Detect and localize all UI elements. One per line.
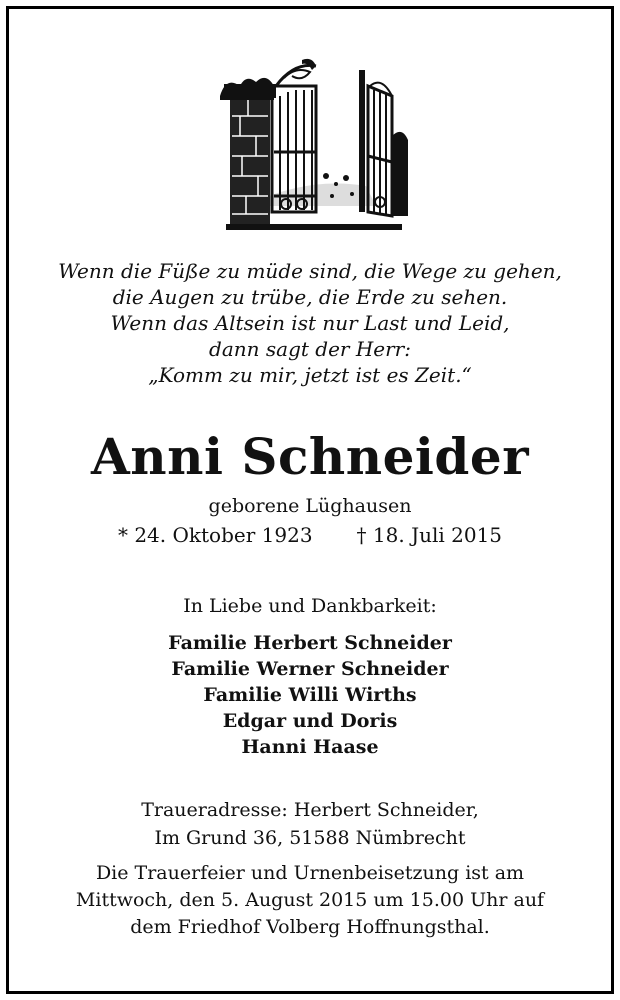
life-dates	[10, 522, 610, 548]
mourner-name: Familie Herbert Schneider	[168, 632, 452, 654]
poem-line: „Komm zu mir, jetzt ist es Zeit.“	[148, 363, 472, 387]
mourner-name: Familie Werner Schneider	[171, 658, 449, 680]
mourners-intro: In Liebe und Dankbarkeit:	[183, 595, 437, 617]
mourner-name: Familie Willi Wirths	[203, 684, 417, 706]
ceremony-line: dem Friedhof Volberg Hoffnungsthal.	[130, 916, 490, 938]
ceremony-line: Die Trauerfeier und Urnenbeisetzung ist am	[95, 862, 525, 884]
memorial-poem	[20, 258, 600, 388]
birth-date: * 24. Oktober 1923	[117, 523, 313, 547]
open-garden-gate-icon	[216, 56, 412, 232]
mourner-name: Hanni Haase	[241, 736, 379, 758]
maiden-name: geborene Lüghausen	[208, 495, 412, 517]
address-line: Traueradresse: Herbert Schneider,	[141, 799, 479, 821]
poem-line: Wenn die Füße zu müde sind, die Wege zu gehen,	[58, 259, 562, 283]
mourning-address	[10, 796, 610, 852]
poem-line: Wenn das Altsein ist nur Last und Leid,	[110, 311, 510, 335]
ceremony-details	[10, 860, 610, 941]
ceremony-line: Mittwoch, den 5. August 2015 um 15.00 Uhr auf	[75, 889, 545, 911]
death-date: † 18. Juli 2015	[356, 523, 503, 547]
deceased-name: Anni Schneider	[90, 427, 530, 486]
mourners-list	[10, 630, 610, 760]
poem-line: dann sagt der Herr:	[209, 337, 411, 361]
poem-line: die Augen zu trübe, die Erde zu sehen.	[112, 285, 508, 309]
address-line: Im Grund 36, 51588 Nümbrecht	[154, 827, 466, 849]
mourner-name: Edgar und Doris	[222, 710, 398, 732]
